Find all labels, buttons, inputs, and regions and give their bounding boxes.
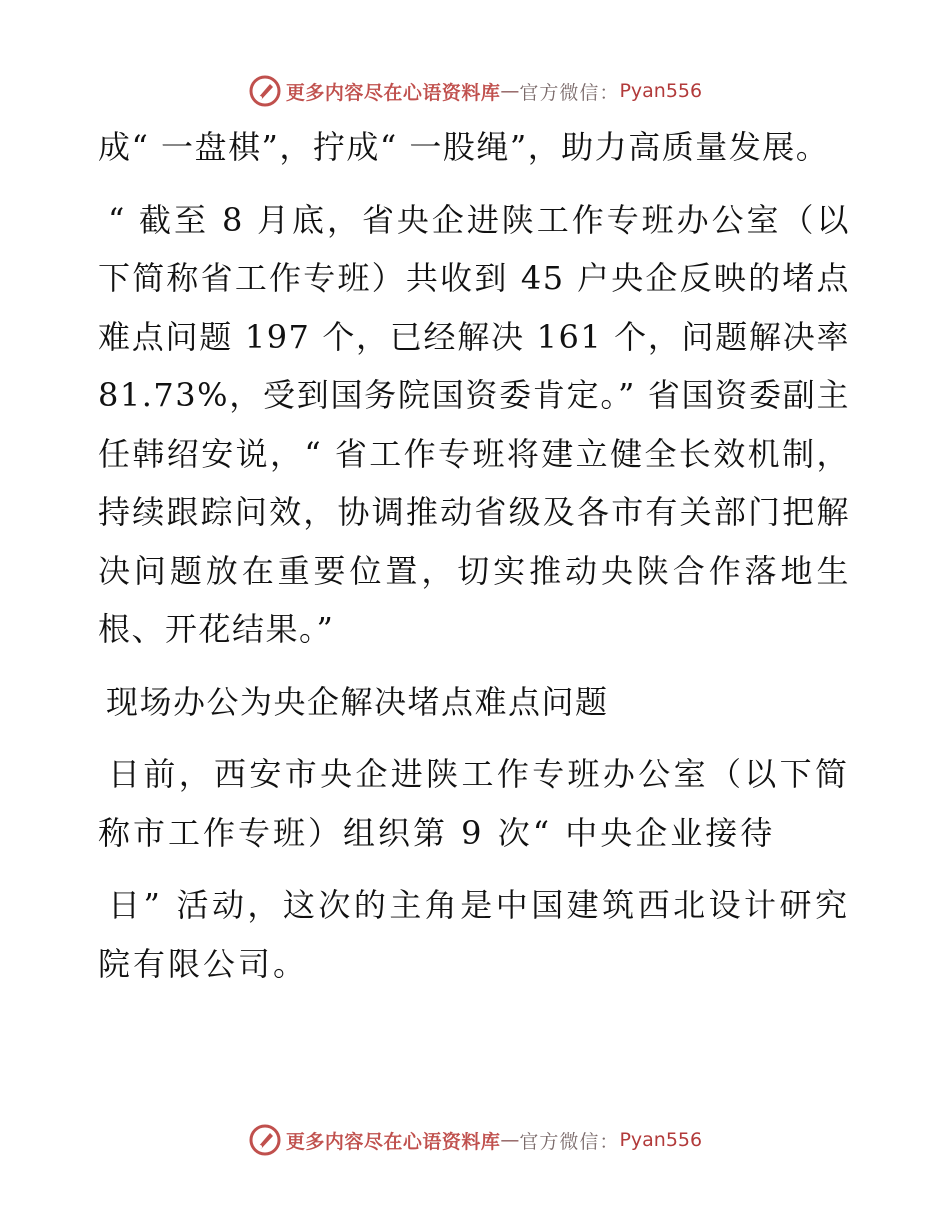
watermark-sub-text: 官方微信： [519,81,620,104]
paragraph-4: 日” 活动，这次的主角是中国建筑西北设计研究院有限公司。 [98,886,850,983]
header-watermark [0,74,950,108]
watermark-wechat-id: Pyan556 [619,80,703,102]
watermark-sub-text: 官方微信： [519,1130,620,1153]
pen-nib-circle-icon [248,74,282,108]
watermark-separator: — [500,1129,520,1151]
watermark-wechat-id: Pyan556 [619,1129,703,1151]
section-heading: 现场办公为央企解决堵点难点问题 [106,682,609,721]
footer-watermark [0,1123,950,1157]
paragraph-1: 成“ 一盘棋”，拧成“ 一股绳”，助力高质量发展。 [98,128,830,166]
paragraph-3: 日前，西安市央企进陕工作专班办公室（以下简称市工作专班）组织第 9 次“ 中央企业接待 [98,755,850,852]
watermark-main-text: 更多内容尽在心语资料库 [285,1130,501,1153]
watermark-separator: — [500,80,520,102]
document-body [98,118,850,993]
paragraph-2: “ 截至 8 月底，省央企进陕工作专班办公室（以下简称省工作专班）共收到 45 户央企反映的堵点难点问题 197 个，已经解决 161 个，问题解决率 81.73%，受到国务院国资委肯定。” 省国资委副主任韩绍安说，“ 省工作专班将建立健全长效机制，持续跟踪问效，协调推动省级及各市有关部门把解决问题放在重要位置，切实推动央陕合作落地生根、开花结果。” [98,200,850,648]
pen-nib-circle-icon [248,1123,282,1157]
watermark-main-text: 更多内容尽在心语资料库 [285,81,501,104]
